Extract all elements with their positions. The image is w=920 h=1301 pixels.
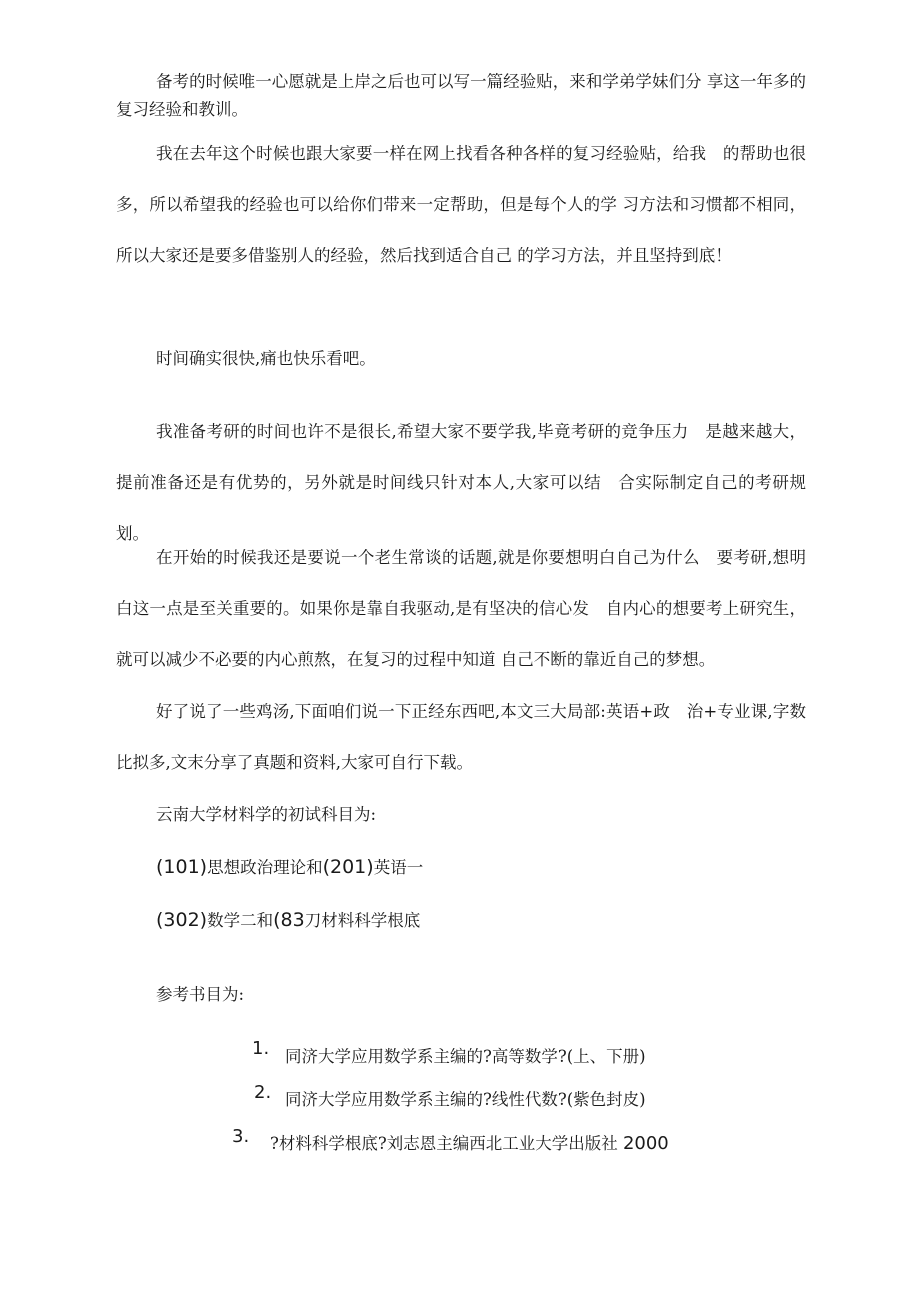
subject-name: 刀材料科学根底: [304, 911, 421, 930]
paragraph-time: 时间确实很快,痛也快乐看吧。: [156, 349, 376, 368]
subject-code: (302): [156, 909, 208, 931]
publication-year: 2000: [622, 1133, 669, 1154]
paragraph-experience: 我在去年这个时候也跟大家要一样在网上找看各种各样的复习经验贴，给我 的帮助也很多，所以希望我的经验也可以给你们带来一定帮助，但是每个人的学 习方法和习惯都不相同，所以大家还是要多借鉴别人的经验，然后找到适合自己 的学习方法，并且坚持到底！: [116, 144, 806, 265]
list-number: 1.: [252, 1038, 270, 1059]
subject-name: 思想政治理论和: [207, 858, 323, 877]
list-item: [270, 1130, 669, 1154]
subject-code: (101): [156, 856, 208, 878]
paragraph-intro: 备考的时候唯一心愿就是上岸之后也可以写一篇经验贴，来和学弟学妹们分 享这一年多的复习经验和教训。: [116, 72, 806, 119]
exam-subjects-heading: 云南大学材料学的初试科目为:: [156, 805, 377, 824]
exam-subject-line-2: [156, 908, 420, 933]
subject-name: 数学二和: [207, 911, 274, 930]
subject-code: (83: [273, 909, 305, 931]
paragraph-preparation: 我准备考研的时间也许不是很长,希望大家不要学我,毕竟考研的竞争压力 是越来越大，提前准备还是有优势的，另外就是时间线只针对本人,大家可以结 合实际制定自己的考研规划。: [116, 422, 806, 543]
paragraph-motivation: 在开始的时候我还是要说一个老生常谈的话题,就是你要想明白自己为什么 要考研,想明白这一点是至关重要的。如果你是靠自我驱动,是有坚决的信心发 自内心的想要考上研究生，就可以减少不必要的内心煎熬，在复习的过程中知道 自己不断的靠近自己的梦想。: [116, 548, 806, 669]
reference-books-heading: 参考书目为:: [156, 985, 245, 1004]
book-title: ?材料科学根底?刘志恩主编西北工业大学出版社: [270, 1134, 618, 1153]
list-item: 同济大学应用数学系主编的?线性代数?(紫色封皮): [285, 1090, 646, 1109]
list-number: 2.: [254, 1082, 272, 1103]
subject-code: (201): [322, 856, 374, 878]
exam-subject-line-1: [156, 855, 423, 880]
list-number: 3.: [232, 1126, 250, 1147]
subject-name: 英语一: [373, 858, 424, 877]
list-item: 同济大学应用数学系主编的?高等数学?(上、下册): [285, 1047, 646, 1066]
paragraph-overview: 好了说了一些鸡汤,下面咱们说一下正经东西吧,本文三大局部:英语+政 治+专业课,字数比拟多,文末分享了真题和资料,大家可自行下载。: [116, 702, 806, 772]
